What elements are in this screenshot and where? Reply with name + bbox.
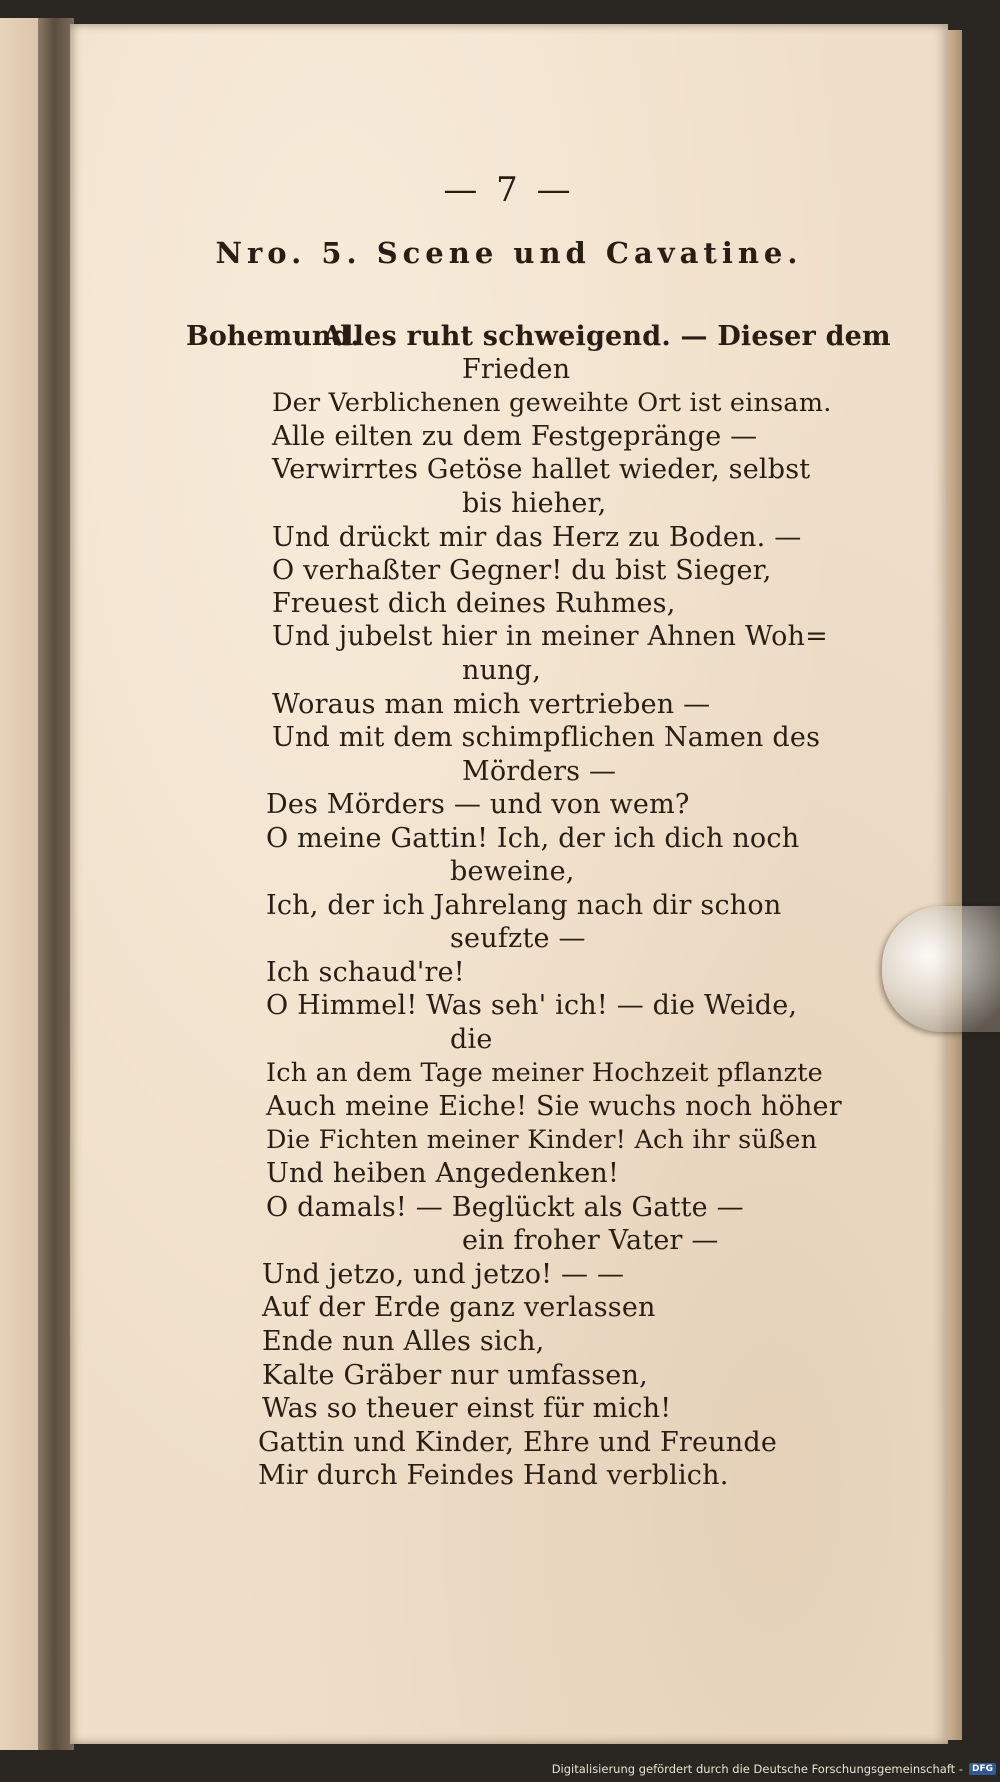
text-line: die (450, 1024, 493, 1055)
text-line: O Himmel! Was seh' ich! — die Weide, (266, 990, 798, 1021)
book-gutter (38, 18, 74, 1750)
text-line: Was so theuer einst für mich! (262, 1393, 672, 1424)
text-line: Des Mörders — und von wem? (266, 789, 690, 820)
text-line: Und jetzo, und jetzo! — — (262, 1259, 625, 1290)
text-line: seufzte — (450, 923, 586, 954)
text-line: Verwirrtes Getöse hallet wieder, selbst (272, 454, 811, 485)
text-line: Frieden (462, 354, 571, 385)
section-heading: Nro. 5. Scene und Cavatine. (215, 236, 803, 270)
text-line: Mir durch Feindes Hand verblich. (258, 1460, 729, 1491)
text-line: Kalte Gräber nur umfassen, (262, 1360, 648, 1391)
speaker-name: Bohemund. (186, 321, 360, 352)
digitization-credit (552, 1759, 996, 1779)
text-line: O meine Gattin! Ich, der ich dich noch (266, 823, 800, 854)
text-line: Ich schaud're! (266, 957, 465, 988)
page-number: — 7 — (443, 170, 575, 210)
text-line: Auch meine Eiche! Sie wuchs noch höher (266, 1091, 842, 1122)
text-line: Ich an dem Tage meiner Hochzeit pflanzte (266, 1058, 823, 1088)
text-line: beweine, (450, 856, 575, 887)
text-line: Alles ruht schweigend. — Dieser dem (322, 321, 891, 352)
text-line: Ich, der ich Jahrelang nach dir schon (266, 890, 782, 921)
text-line: Alle eilten zu dem Festgepränge — (272, 421, 758, 452)
text-line: Und heiben Angedenken! (266, 1158, 620, 1189)
text-line: Gattin und Kinder, Ehre und Freunde (258, 1427, 778, 1458)
text-line: Auf der Erde ganz verlassen (262, 1292, 656, 1323)
credit-text: Digitalisierung gefördert durch die Deutsche Forschungsgemeinschaft - (551, 1762, 963, 1776)
text-line: Und jubelst hier in meiner Ahnen Woh= (272, 621, 828, 652)
text-line: Der Verblichenen geweihte Ort ist einsam. (272, 388, 832, 418)
book-page (70, 24, 948, 1744)
text-line: O verhaßter Gegner! du bist Sieger, (272, 555, 772, 586)
glass-page-weight (882, 906, 1000, 1032)
text-line: Und drückt mir das Herz zu Boden. — (272, 522, 802, 553)
text-line: Woraus man mich vertrieben — (272, 689, 711, 720)
text-line: Mörders — (462, 756, 617, 787)
text-line: bis hieher, (462, 488, 607, 519)
text-line: Und mit dem schimpflichen Namen des (272, 722, 821, 753)
text-line: Ende nun Alles sich, (262, 1326, 545, 1357)
text-line: Die Fichten meiner Kinder! Ach ihr süßen (266, 1125, 818, 1155)
page-right-edge (948, 30, 962, 1740)
dfg-logo: DFG (969, 1763, 996, 1775)
text-line: ein froher Vater — (462, 1225, 719, 1256)
text-line: Freuest dich deines Ruhmes, (272, 588, 676, 619)
text-line: nung, (462, 655, 542, 686)
text-line: O damals! — Beglückt als Gatte — (266, 1192, 744, 1223)
